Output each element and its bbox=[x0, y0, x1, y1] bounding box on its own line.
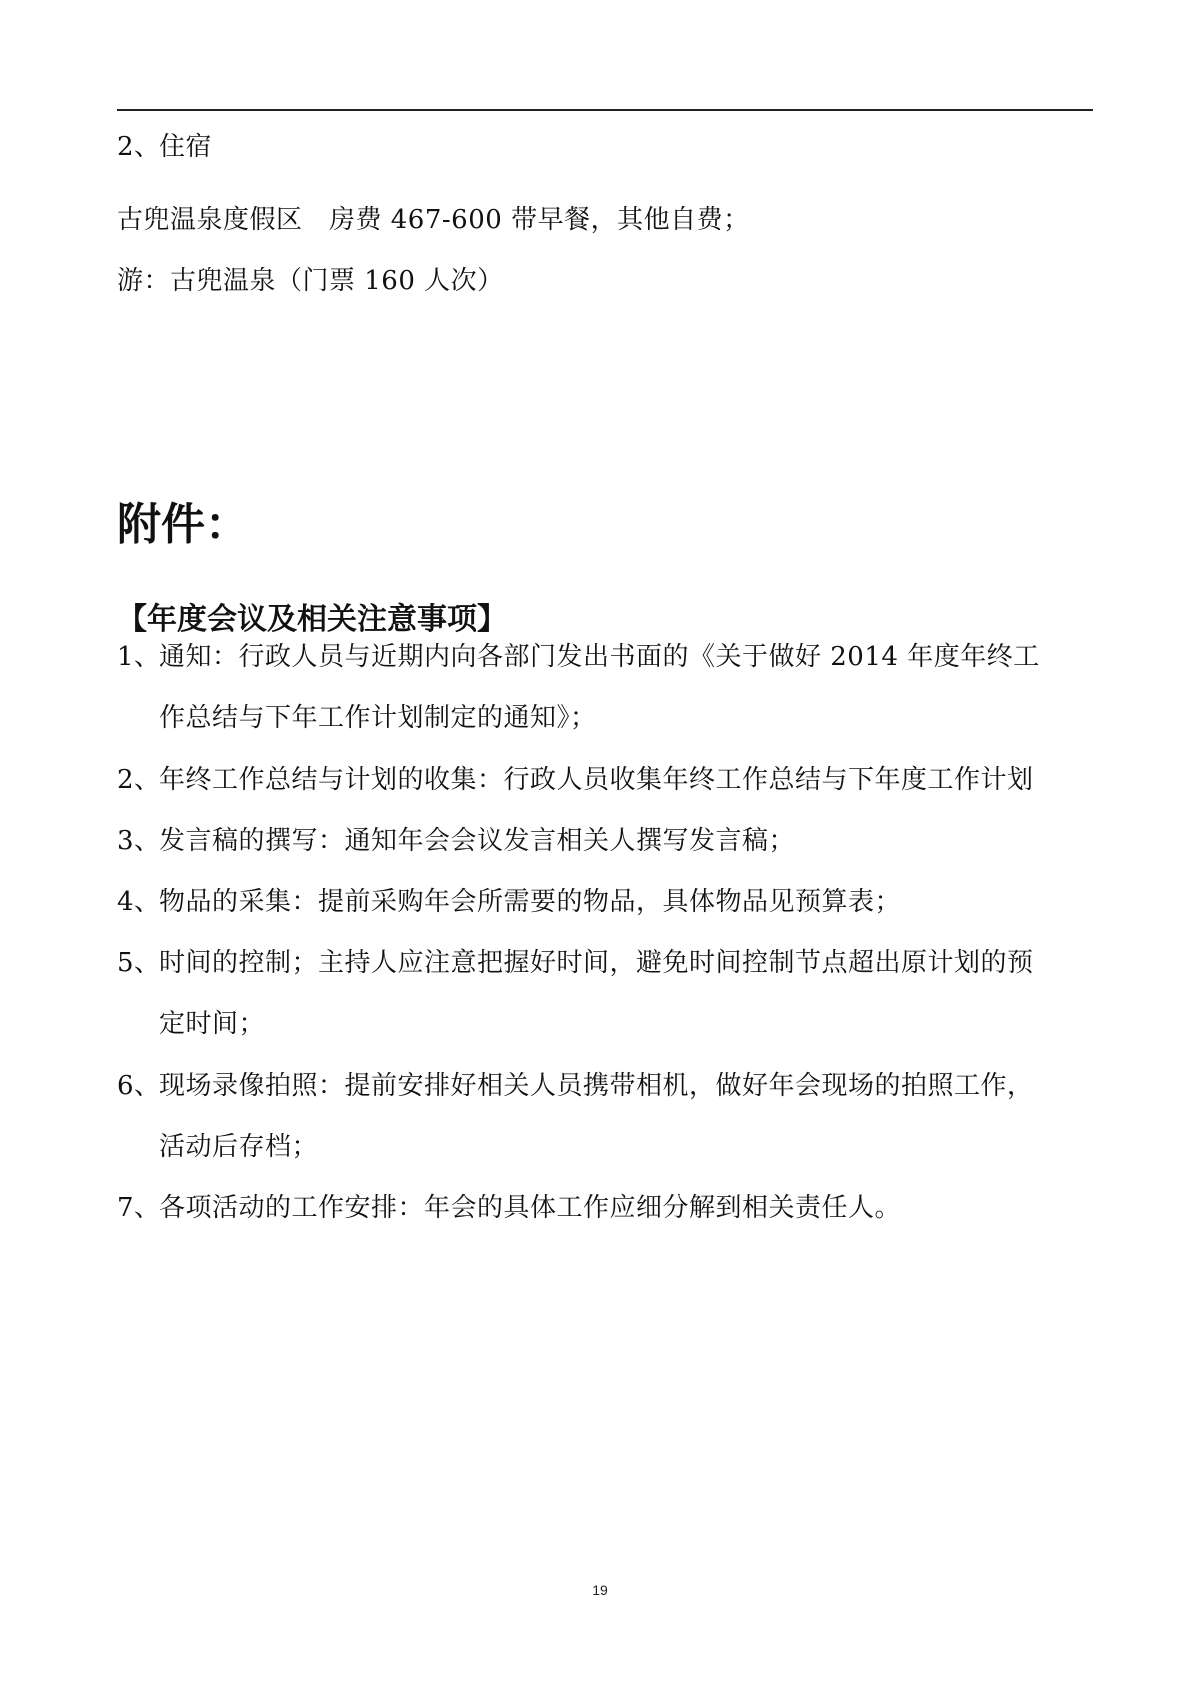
header-rule bbox=[117, 109, 1093, 111]
list-item-number: 1、 bbox=[117, 642, 161, 672]
list-item-number: 4、 bbox=[117, 887, 161, 917]
list-item-number: 7、 bbox=[117, 1193, 161, 1223]
list-item-number: 6、 bbox=[117, 1071, 161, 1101]
list-item-text: 通知：行政人员与近期内向各部门发出书面的《关于做好 2014 年度年终工 bbox=[159, 642, 1040, 672]
page-number: 19 bbox=[592, 1582, 608, 1598]
list-item bbox=[117, 824, 795, 858]
appendix-subheading: 【年度会议及相关注意事项】 bbox=[117, 602, 507, 637]
section-number: 2、 bbox=[117, 132, 161, 162]
list-item bbox=[117, 885, 901, 919]
list-item bbox=[117, 763, 1034, 797]
list-item-number: 3、 bbox=[117, 826, 161, 856]
list-item-text: 各项活动的工作安排：年会的具体工作应细分解到相关责任人。 bbox=[159, 1193, 902, 1223]
list-item-continuation: 活动后存档； bbox=[159, 1132, 319, 1162]
appendix-heading: 附件： bbox=[117, 499, 249, 550]
list-item bbox=[117, 1191, 901, 1225]
list-item bbox=[117, 640, 1040, 674]
list-item-text: 现场录像拍照：提前安排好相关人员携带相机，做好年会现场的拍照工作， bbox=[159, 1071, 1034, 1101]
list-item-text: 年终工作总结与计划的收集：行政人员收集年终工作总结与下年度工作计划 bbox=[159, 765, 1034, 795]
list-item-text: 发言稿的撰写：通知年会会议发言相关人撰写发言稿； bbox=[159, 826, 796, 856]
list-item-continuation: 定时间； bbox=[159, 1009, 266, 1039]
list-item-number: 5、 bbox=[117, 948, 161, 978]
section-title: 住宿 bbox=[159, 132, 213, 162]
list-item-continuation: 作总结与下年工作计划制定的通知》； bbox=[159, 703, 597, 733]
list-item-number: 2、 bbox=[117, 765, 161, 795]
list-item bbox=[117, 946, 1034, 980]
list-item-text: 时间的控制；主持人应注意把握好时间，避免时间控制节点超出原计划的预 bbox=[159, 948, 1034, 978]
section-heading bbox=[117, 130, 212, 164]
tour-line: 游：古兜温泉（门票 160 人次） bbox=[117, 266, 504, 296]
list-item bbox=[117, 1069, 1034, 1103]
lodging-line: 古兜温泉度假区 房费 467-600 带早餐，其他自费； bbox=[117, 205, 750, 235]
list-item-text: 物品的采集：提前采购年会所需要的物品，具体物品见预算表； bbox=[159, 887, 902, 917]
